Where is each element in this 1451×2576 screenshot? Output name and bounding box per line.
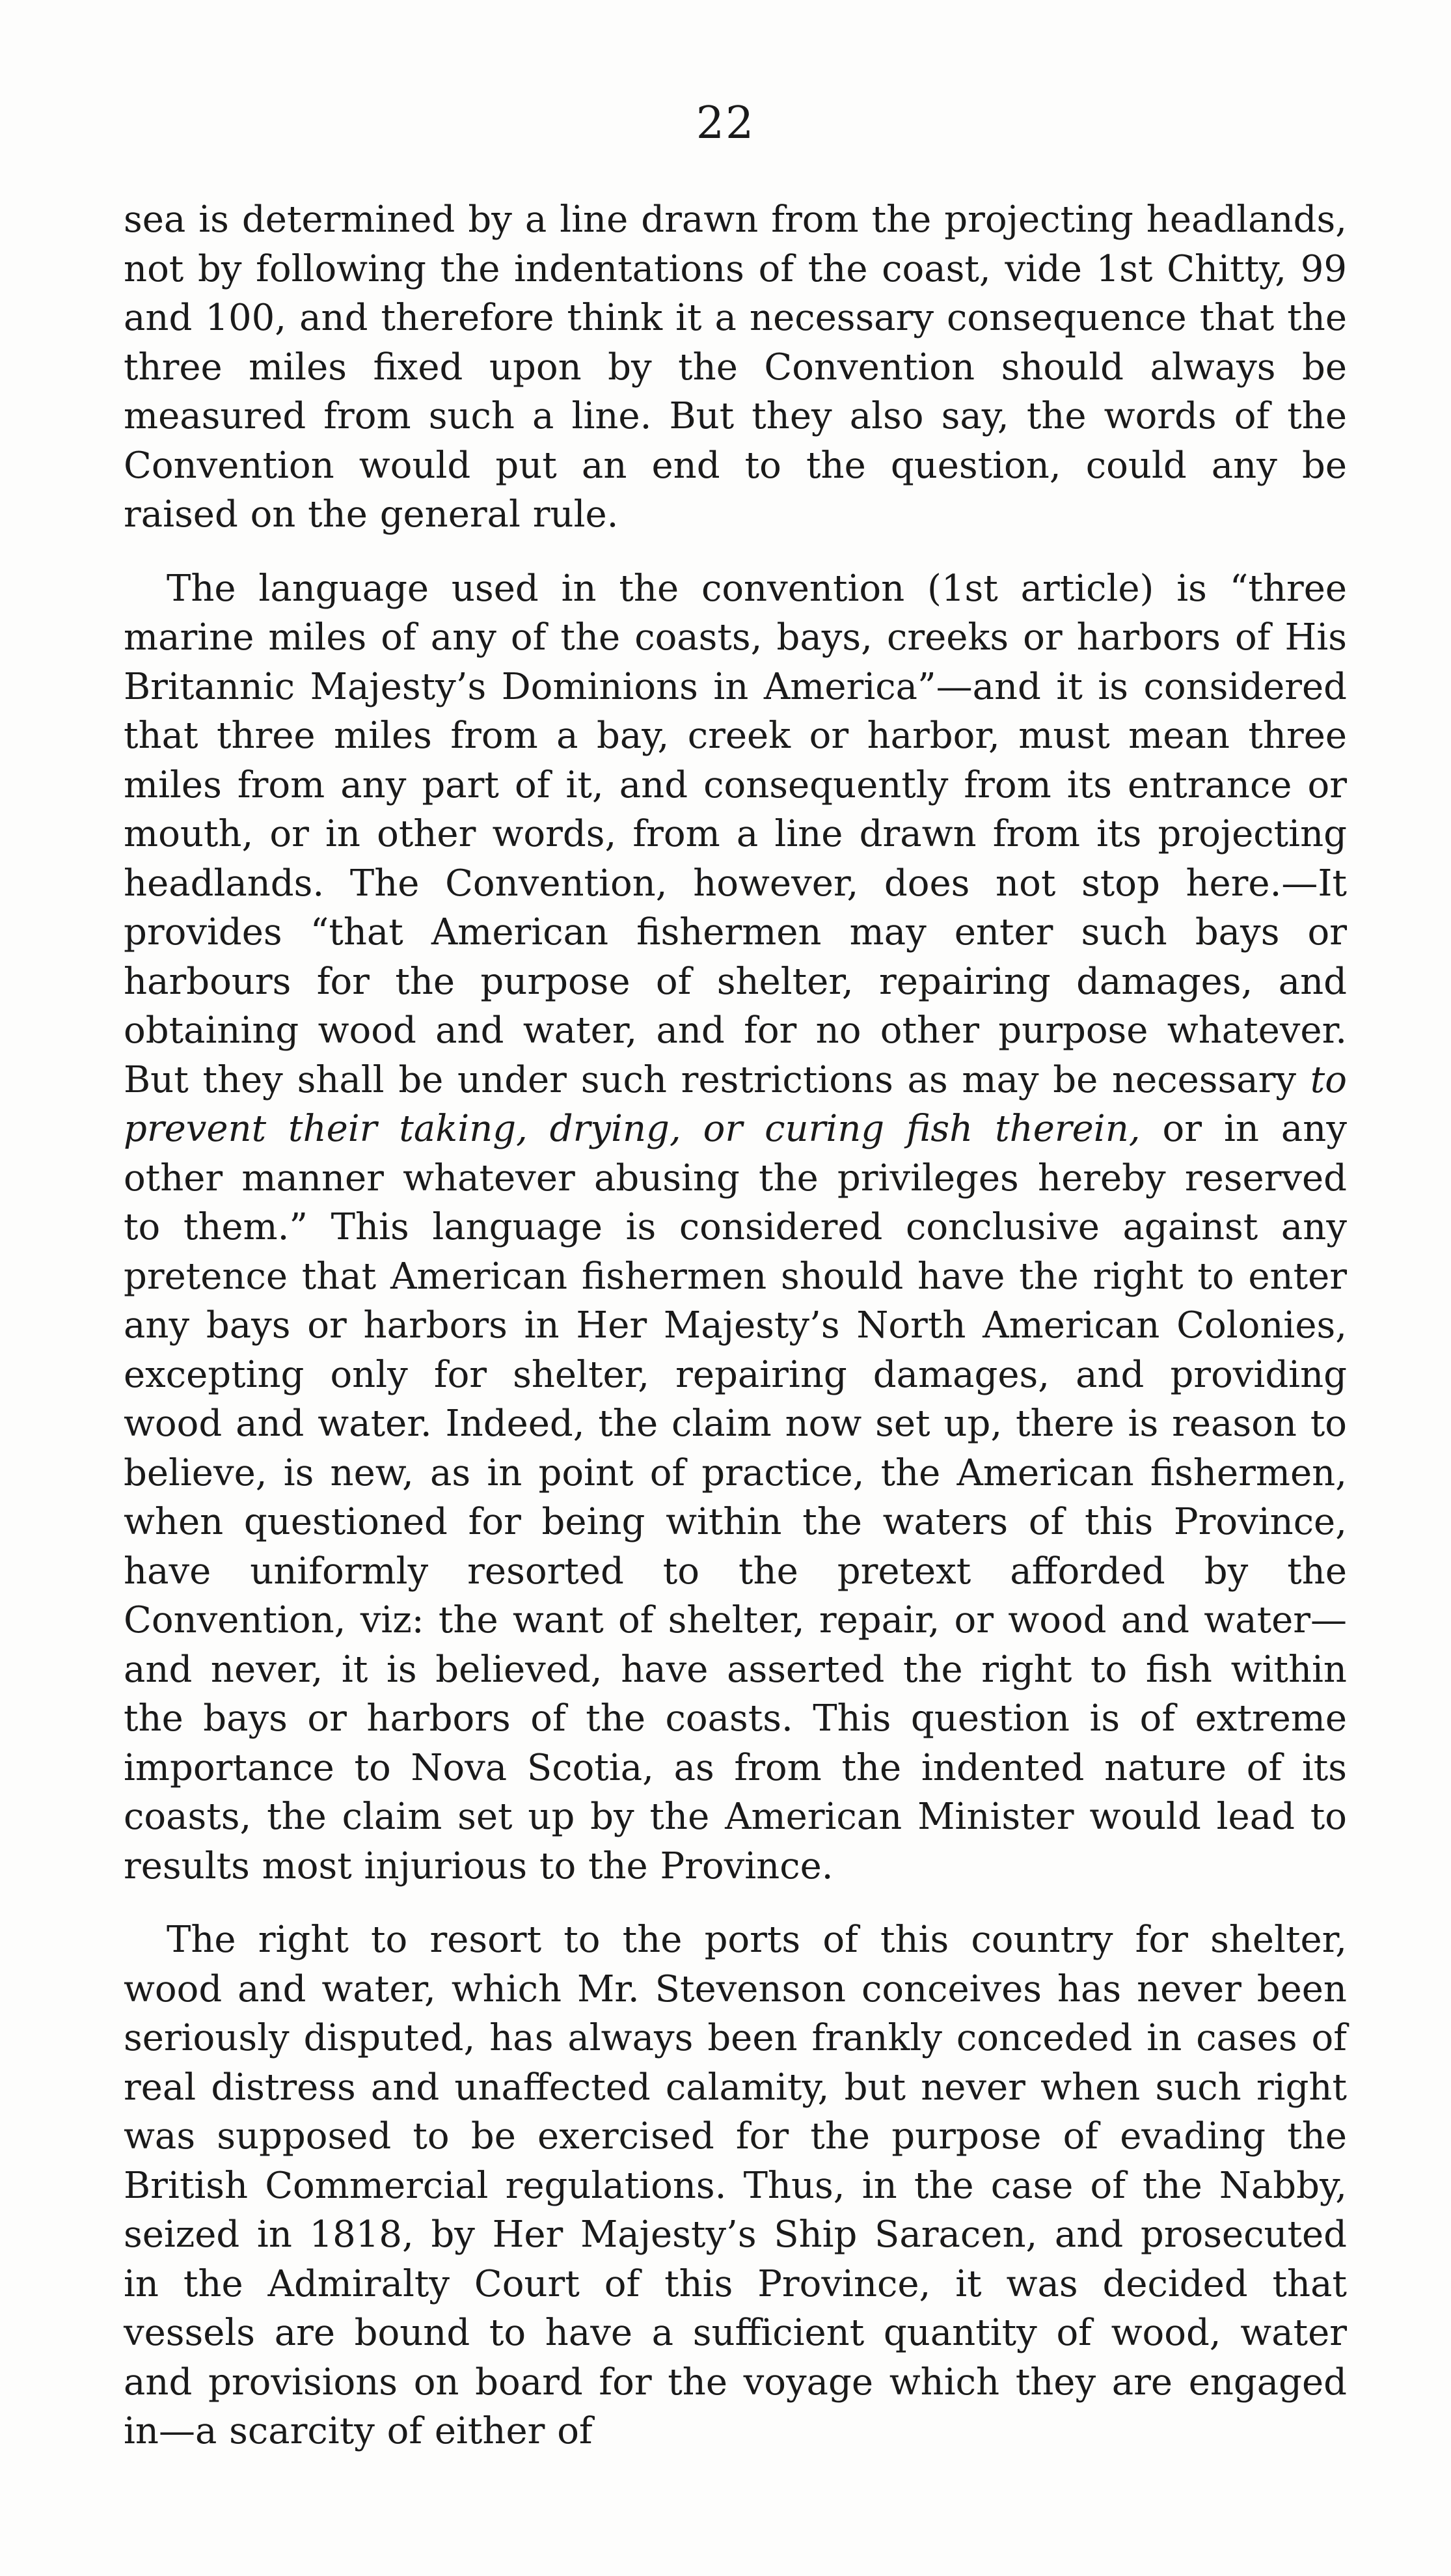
paragraph-2-text-end: or in any other manner whatever abusing the privileges hereby reserved to them.” This language is considered conclusive against any pretence that American fishermen should have the right to enter any bays or harbors in Her Majesty’s North American Colonies, excepting only for shelter, repairing damages, and providing wood and water. Indeed, the claim now set up, there is reason to believe, is new, as in point of practice, the American fishermen, when questioned for being within the waters of this Province, have uniformly resorted to the pretext afforded by the Convention, viz: the want of shelter, repair, or wood and water—and never, it is believed, have asserted the right to fish within the bays or harbors of the coasts. This question is of extreme importance to Nova Scotia, as from the indented nature of its coasts, the claim set up by the American Minister would lead to results most injurious to the Province. (124, 1108, 1348, 1887)
paragraph-2-text-start: The language used in the convention (1st article) is “three marine miles of any of the coasts, bays, creeks or harbors of His Britannic Majesty’s Dominions in America”—and it is considered that three miles from a bay, creek or harbor, must mean three miles from any part of it, and consequently from its entrance or mouth, or in other words, from a line drawn from its projecting headlands. The Convention, however, does not stop here.—It provides “that American fishermen may enter such bays or harbours for the purpose of shelter, repairing damages, and obtaining wood and water, and for no other purpose whatever. But they shall be under such restrictions as may be necessary (124, 567, 1347, 1101)
body-text (124, 195, 1347, 2456)
paragraph-3: The right to resort to the ports of this country for shelter, wood and water, which Mr. Stevenson conceives has never been seriously disputed, has always been frankly conceded in cases of real distress and unaffected calamity, but never when such right was supposed to be exercised for the purpose of evading the British Commercial regulations. Thus, in the case of the Nabby, seized in 1818, by Her Majesty’s Ship Saracen, and prosecuted in the Admiralty Court of this Province, it was decided that vessels are bound to have a sufficient quantity of wood, water and provisions on board for the voyage which they are engaged in—a scarcity of either of (124, 1919, 1347, 2452)
paragraph-2 (124, 564, 1347, 1891)
paragraph-1: sea is determined by a line drawn from the projecting headlands, not by following the indentations of the coast, vide 1st Chitty, 99 and 100, and therefore think it a necessary consequence that the three miles fixed upon by the Convention should always be measured from such a line. But they also say, the words of the Convention would put an end to the question, could any be raised on the general rule. (124, 199, 1347, 536)
paragraph-2-italic-phrase: to prevent their taking, drying, or curing fish therein, (124, 1058, 1347, 1150)
page-number: 22 (696, 98, 755, 149)
